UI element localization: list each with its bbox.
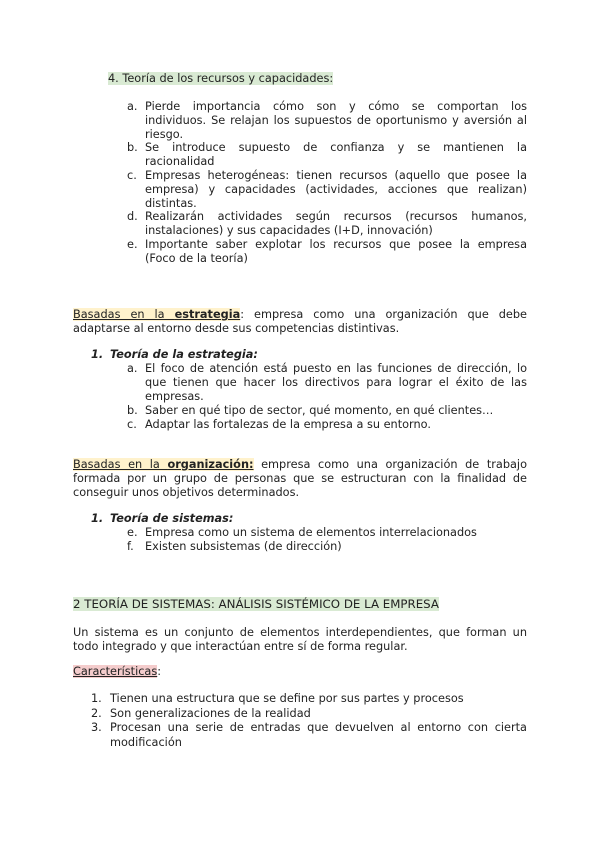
- section4-item-text: Realizarán actividades según recursos (recursos humanos,: [145, 210, 527, 224]
- estrategia-item-text: El foco de atención está puesto en las funciones de dirección, lo: [145, 362, 527, 375]
- organizacion-sub-marker: 1.: [91, 512, 104, 525]
- section2-title: 2 TEORÍA DE SISTEMAS: ANÁLISIS SISTÉMICO DE LA EMPRESA: [73, 597, 439, 611]
- section2-para-line2: todo integrado y que interactúan entre sí de forma regular.: [73, 640, 408, 653]
- caracteristica-item-marker: 1.: [91, 692, 102, 705]
- organizacion-item-text: Empresa como un sistema de elementos interrelacionados: [145, 526, 477, 539]
- section4-item-text: Se introduce supuesto de confianza y se mantienen la: [145, 141, 527, 155]
- caracteristica-item-text: Procesan una serie de entradas que devuelven al entorno con cierta: [110, 721, 527, 734]
- caracteristica-item-marker: 3.: [91, 721, 102, 734]
- section4-item-marker: d.: [127, 210, 138, 224]
- organizacion-label: Basadas en la organización:: [73, 458, 254, 471]
- organizacion-item-text: Existen subsistemas (de dirección): [145, 540, 342, 553]
- section4-item-text: (Foco de la teoría): [145, 251, 248, 265]
- section4-item-text: racionalidad: [145, 155, 215, 169]
- estrategia-sub-title: Teoría de la estrategia:: [110, 348, 258, 361]
- section4-item-text: Importante saber explotar los recursos que posee la empresa: [145, 238, 527, 251]
- section4-item-text: distintas.: [145, 196, 197, 210]
- caracteristica-item-marker: 2.: [91, 706, 102, 720]
- estrategia-sub-marker: 1.: [91, 348, 104, 361]
- section4-item-marker: c.: [127, 169, 137, 182]
- section4-item-marker: e.: [127, 238, 138, 251]
- estrategia-item-text: Adaptar las fortalezas de la empresa a su entorno.: [145, 418, 431, 431]
- caracteristicas-label: Características:: [73, 665, 162, 678]
- caracteristica-item-text: Son generalizaciones de la realidad: [110, 706, 311, 720]
- section4-item-text: individuos. Se relajan los supuestos de oportunismo y aversión al: [145, 113, 527, 127]
- organizacion-sub-title: Teoría de sistemas:: [110, 512, 234, 525]
- estrategia-item-text: empresas.: [145, 390, 204, 403]
- estrategia-item-text: que tienen que hacer los directivos para lograr el éxito de las: [145, 376, 527, 389]
- caracteristica-item-text: modificación: [110, 735, 182, 749]
- section4-item-text: empresa) y capacidades (actividades, acciones que realizan): [145, 182, 527, 196]
- section2-para-line1: Un sistema es un conjunto de elementos interdependientes, que forman un: [73, 626, 527, 639]
- section4-item-text: Empresas heterogéneas: tienen recursos (aquello que posee la: [145, 169, 527, 182]
- section4-item-marker: a.: [127, 100, 138, 113]
- estrategia-para-line1: Basadas en la estrategia: empresa como una organización que debe: [73, 308, 527, 321]
- section4-item-text: instalaciones) y sus capacidades (I+D, innovación): [145, 224, 433, 238]
- caracteristica-item-text: Tienen una estructura que se define por sus partes y procesos: [110, 692, 464, 705]
- organizacion-para-line1: Basadas en la organización: empresa como una organización de trabajo: [73, 458, 527, 471]
- organizacion-para-line2: formada por un grupo de personas que se estructuran con la finalidad de: [73, 472, 527, 485]
- section4-title: 4. Teoría de los recursos y capacidades:: [108, 72, 334, 85]
- organizacion-para-line3: conseguir unos objetivos determinados.: [73, 486, 300, 499]
- section4-item-text: Pierde importancia cómo son y cómo se comportan los: [145, 100, 527, 113]
- estrategia-item-marker: a.: [127, 362, 138, 375]
- estrategia-para-line2: adaptarse al entorno desde sus competencias distintivas.: [73, 322, 400, 335]
- organizacion-item-marker: e.: [127, 526, 138, 539]
- section4-item-text: riesgo.: [145, 127, 184, 141]
- estrategia-item-text: Saber en qué tipo de sector, qué momento, en qué clientes…: [145, 404, 494, 417]
- organizacion-item-marker: f.: [127, 540, 134, 553]
- estrategia-item-marker: c.: [127, 418, 137, 431]
- estrategia-item-marker: b.: [127, 404, 138, 417]
- estrategia-label: Basadas en la estrategia: [73, 308, 241, 321]
- section4-item-marker: b.: [127, 141, 138, 155]
